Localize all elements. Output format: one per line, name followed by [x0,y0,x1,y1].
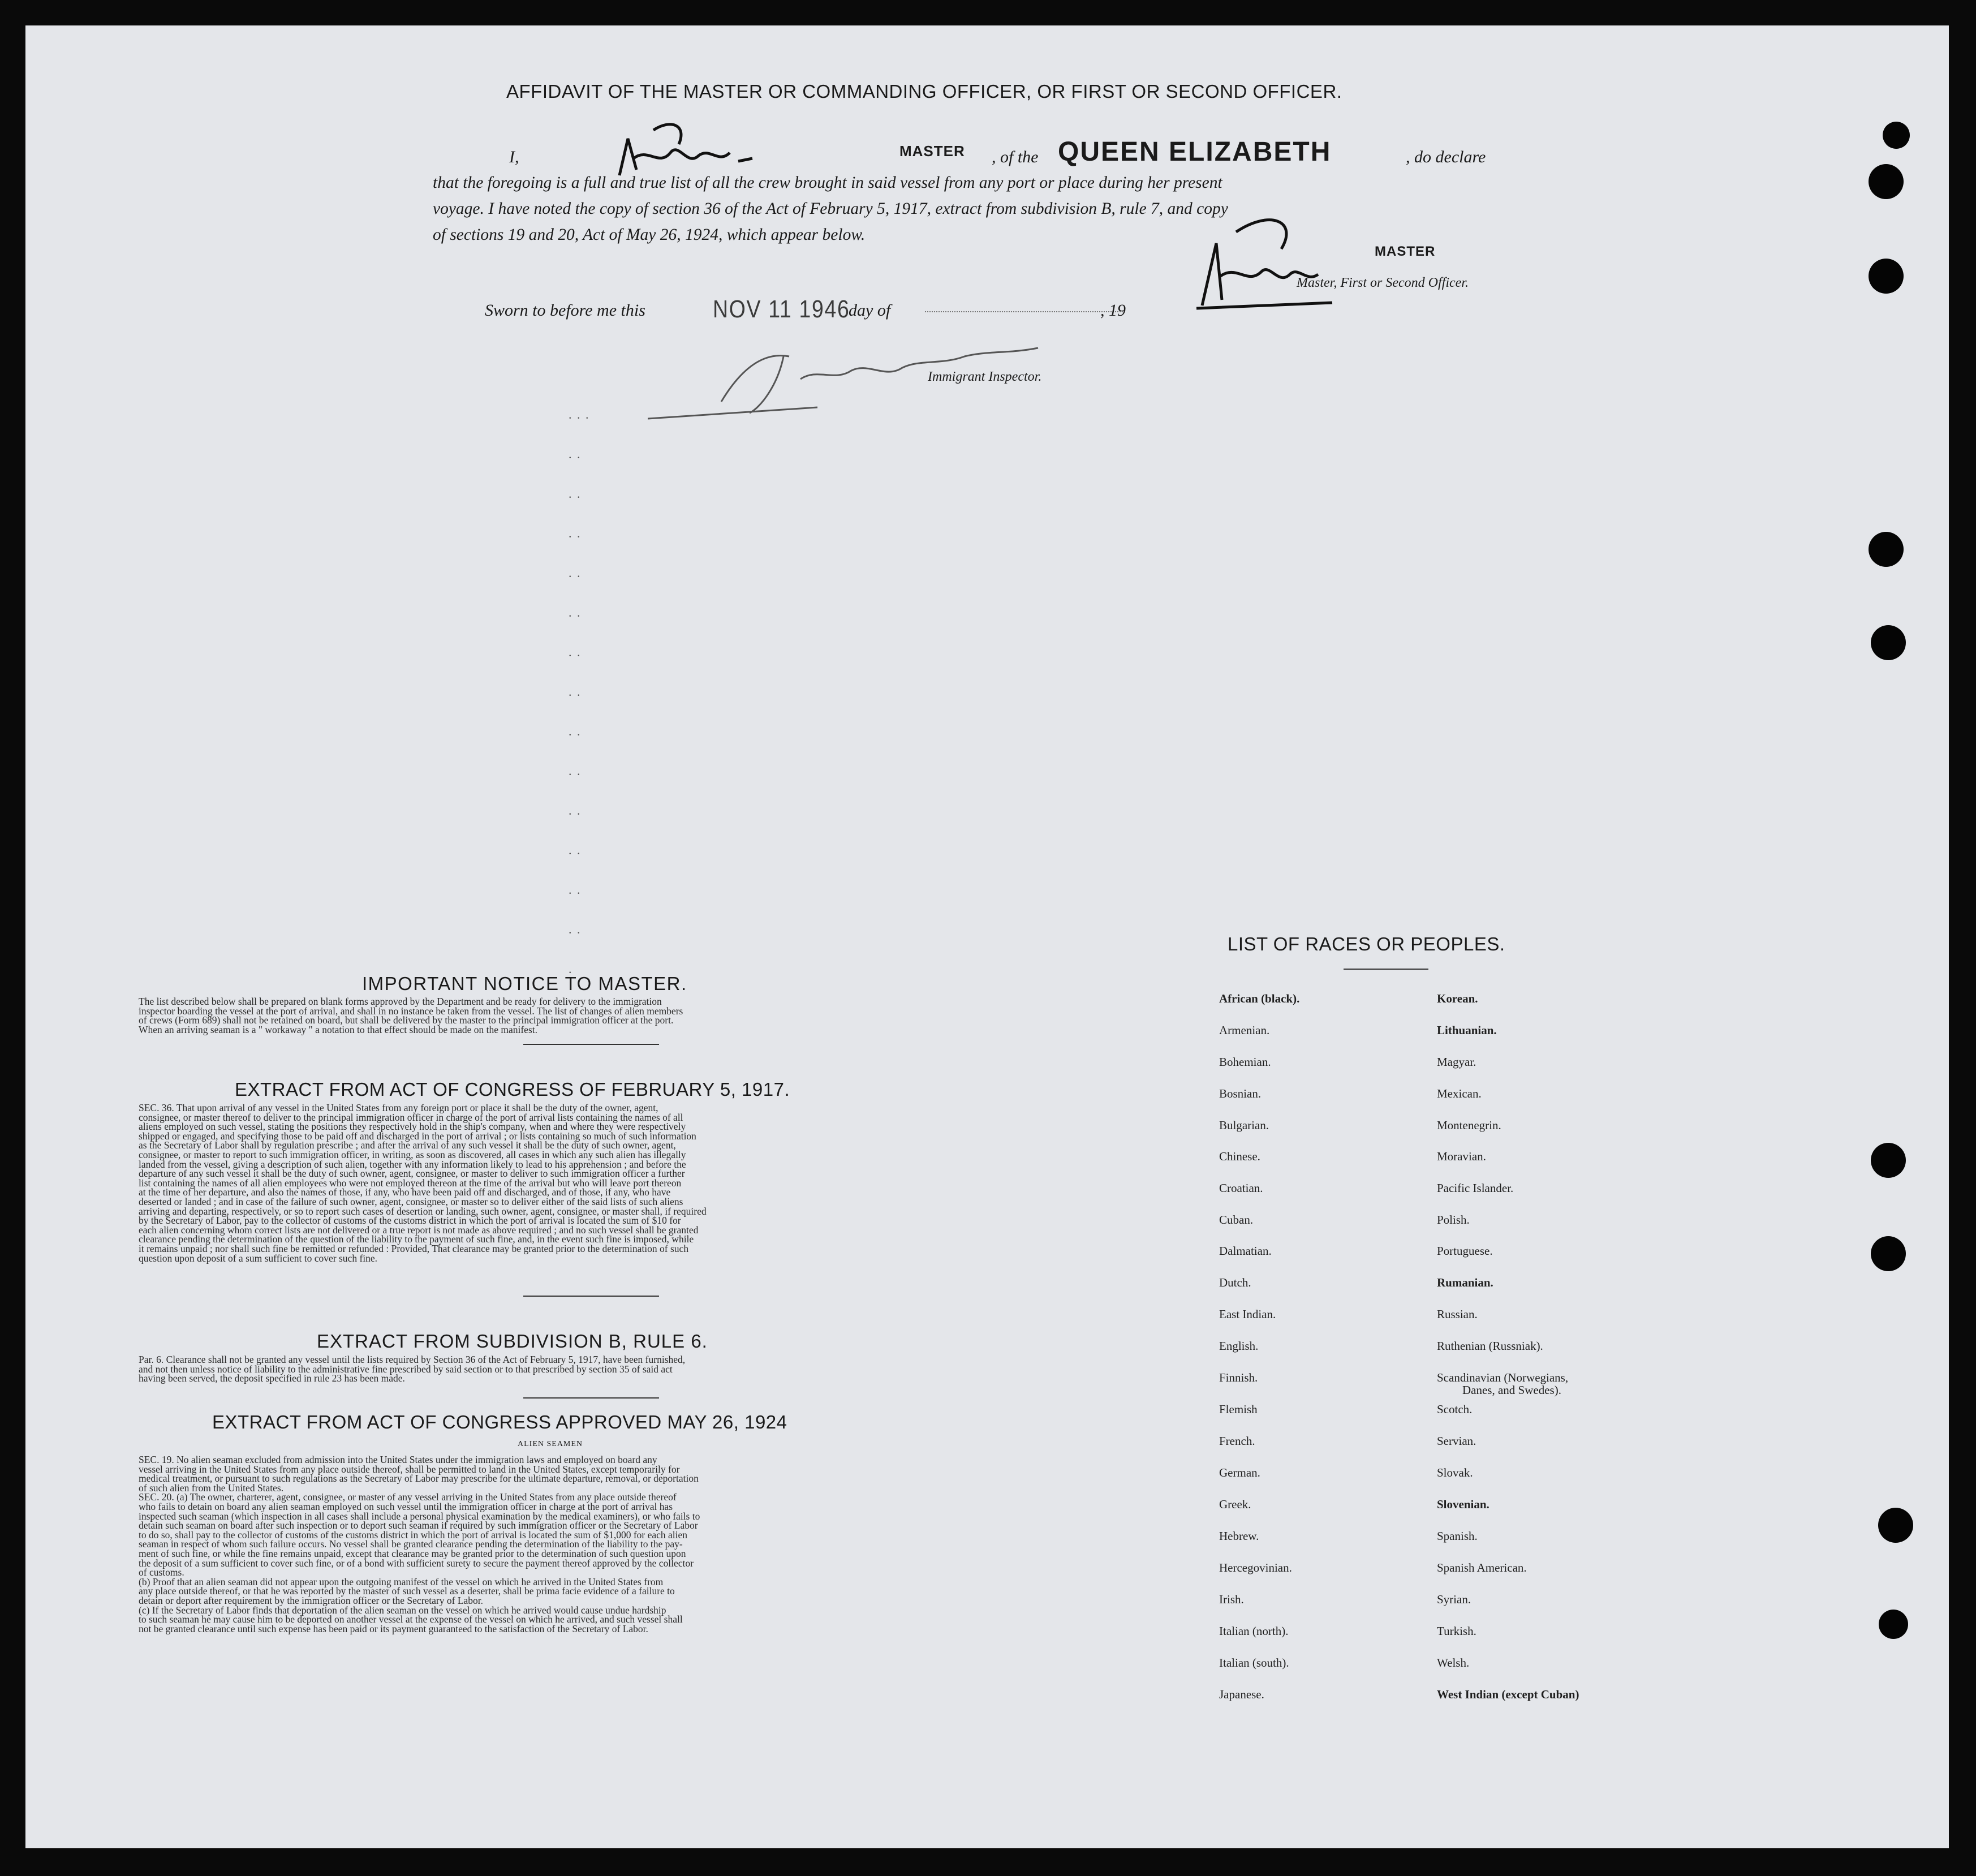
dotted-leader: . . [569,883,582,897]
race-right: Moravian. [1437,1150,1486,1163]
race-right: Russian. [1437,1307,1478,1321]
dotted-leader: . . [569,447,582,461]
sworn-date-stamp: NOV 11 1946 [713,295,850,323]
punch-hole [1869,164,1904,199]
extract-1917-title: EXTRACT FROM ACT OF CONGRESS OF FEBRUARY 5, 1917. [235,1079,790,1100]
year-prefix: , 19 [1100,301,1126,320]
inspector-caption: Immigrant Inspector. [928,369,1042,384]
race-right: Welsh. [1437,1656,1470,1670]
dotted-leader: . . [569,724,582,738]
dotted-leader: . . [569,922,582,936]
race-right: Syrian. [1437,1593,1471,1606]
divider-rule [523,1296,659,1297]
affidavit-body-line1: that the foregoing is a full and true list of all the crew brought in said vessel from any port or place during her present [433,174,1222,192]
race-left: Finnish. [1219,1371,1258,1384]
race-right: Servian. [1437,1434,1476,1448]
race-right: Spanish American. [1437,1561,1527,1574]
do-declare-label: , do declare [1406,148,1486,166]
race-right: Spanish. [1437,1529,1478,1543]
race-left: German. [1219,1466,1260,1479]
race-right: Scandinavian (Norwegians, [1437,1371,1569,1384]
race-left: Greek. [1219,1498,1251,1511]
race-right: Montenegrin. [1437,1118,1501,1132]
notice-title: IMPORTANT NOTICE TO MASTER. [362,973,687,994]
stamp-master: MASTER [899,143,965,160]
month-blank-line [925,311,1123,312]
dotted-leader: . . [569,605,582,619]
affidavit-body-line2: voyage. I have noted the copy of section 36 of the Act of February 5, 1917, extract from subdivision B, rule 7, and copy [433,200,1228,218]
punch-hole [1869,259,1904,294]
race-left: Italian (north). [1219,1624,1289,1638]
dotted-leader: . . [569,645,582,659]
race-right: Lithuanian. [1437,1023,1497,1037]
race-left: Italian (south). [1219,1656,1289,1670]
race-right: Mexican. [1437,1087,1482,1100]
punch-hole [1879,1610,1908,1639]
sworn-prefix: Sworn to before me this [485,301,645,320]
race-right: Turkish. [1437,1624,1476,1638]
extract-1924-title: EXTRACT FROM ACT OF CONGRESS APPROVED MAY 26, 1924 [212,1412,787,1432]
race-right: West Indian (except Cuban) [1437,1688,1579,1701]
race-right-continuation: Danes, and Swedes). [1462,1383,1561,1397]
punch-hole [1871,1236,1906,1271]
race-left: Dalmatian. [1219,1244,1272,1258]
race-left: Hebrew. [1219,1529,1259,1543]
race-right: Slovak. [1437,1466,1473,1479]
race-right: Korean. [1437,992,1478,1005]
affidavit-i-label: I, [509,148,519,166]
punch-hole [1869,532,1904,567]
race-left: Flemish [1219,1402,1258,1416]
race-left: Cuban. [1219,1213,1254,1227]
divider-rule [523,1397,659,1399]
divider-rule [523,1044,659,1045]
dotted-leader: . . [569,526,582,540]
dotted-leader: . . [569,803,582,817]
race-right: Pacific Islander. [1437,1181,1514,1195]
day-of-label: day of [849,301,891,320]
punch-hole [1871,1143,1906,1178]
race-right: Ruthenian (Russniak). [1437,1339,1543,1353]
stamp-master-2: MASTER [1375,244,1436,259]
race-left: Bohemian. [1219,1055,1271,1069]
divider-rule [1344,969,1428,970]
race-right: Rumanian. [1437,1276,1493,1289]
race-left: Croatian. [1219,1181,1263,1195]
dotted-leader: . . [569,843,582,857]
punch-hole [1883,122,1910,149]
race-left: Bosnian. [1219,1087,1262,1100]
race-right: Slovenian. [1437,1498,1489,1511]
extract-1917-text: SEC. 36. That upon arrival of any vessel in the United States from any foreign port or place it shall be the duty of the owner, agent, consignee, or master thereof to deliver to the principal immigration officer in charge of the port of arrival lists containing the names of all aliens employed on such vessel, stating the positions they respectively hold in the ship's company, when and where they were respectively shipped or engaged, and specifying those to be paid off and discharged in the port of arrival ; or lists containing so much of such information as the Secretary of Labor shall by regulation prescribe ; and after the arrival of any such vessel it shall be the duty of such owner, agent, consignee, or master to report to such immigration officer, in writing, as soon as discovered, all cases in which any such alien has illegally landed from the vessel, giving a description of such alien, together with any information likely to lead to his apprehension ; and before the departure of any such vessel it shall be the duty of such owner, agent, consignee, or master to deliver to such immigration officer a further list containing the names of all alien employees who were not employed thereon at the time of the arrival but who will leave port thereon at the time of her departure, and also the names of those, if any, who have been paid off and discharged, and of those, if any, who have deserted or landed ; and in case of the failure of such owner, agent, consignee, or master so to deliver either of the said lists of such aliens arriving and departing, respectively, or so to report such cases of desertion or landing, such owner, agent, consignee, or master shall, if required by the Secretary of Labor, pay to the collector of customs of the customs district in which the port of arrival is located the sum of $10 for each alien concerning whom correct lists are not delivered or a true report is not made as above required ; and no such vessel shall be granted clearance pending the determination of the question of the liability to the payment of such fine, and, in the event such fine is imposed, while it remains unpaid ; nor shall such fine be remitted or refunded : Provided, That clearance may be granted prior to the determination of such question upon deposit of a sum sufficient to cover such fine. [139,1102,707,1264]
race-left: Armenian. [1219,1023,1270,1037]
race-right: Polish. [1437,1213,1470,1227]
dotted-leader: . [569,962,573,976]
races-title: LIST OF RACES OR PEOPLES. [1228,933,1505,954]
race-left: East Indian. [1219,1307,1276,1321]
extract-1924-text: SEC. 19. No alien seaman excluded from admission into the United States under the immigration laws and employed on board any vessel arriving in the United States from any place outside thereof, shall be permitted to land in the United States, except temporarily for medical treatment, or pursuant to such regulations as the Secretary of Labor may prescribe for the ultimate departure, removal, or deportation of such alien from the United States. SEC. 20. (a) The owner, charterer, agent, consignee, or master of any vessel arriving in the United States from any place outside thereof who fails to detain on board any alien seaman employed on such vessel until the immigration officer in charge at the port of arrival has inspected such seaman (which inspection in all cases shall include a personal physical examination by the medical examiners), or who fails to detain such seaman on board after such inspection or to deport such seaman if required by such immigration officer or the Secretary of Labor to do so, shall pay to the collector of customs of the customs district in which the port of arrival is located the sum of $1,000 for each alien seaman in respect of whom such failure occurs. No vessel shall be granted clearance pending the determination of the liability to the pay- ment of such fine, or while the fine remains unpaid, except that clearance may be granted prior to the determination of such question upon the deposit of a sum sufficient to cover such fine, or of a bond with sufficient surety to secure the payment thereof approved by the collector of customs. (b) Proof that an alien seaman did not appear upon the outgoing manifest of the vessel on which he arrived in the United States from any place outside thereof, or that he was reported by the master of such vessel as a deserter, shall be prima facie evidence of a failure to detain or deport after requirement by the immigration officer or the Secretary of Labor. (c) If the Secretary of Labor finds that deportation of the alien seaman on the vessel on which he arrived would cause undue hardship to such seaman he may cause him to be deported on another vessel at the expense of the vessel on which he arrived, and such vessel shall not be granted clearance until such expense has been paid or its payment guaranteed to the satisfaction of the Secretary of Labor. [139,1454,700,1634]
ship-name: QUEEN ELIZABETH [1058,137,1332,167]
signature-officer [1185,209,1355,320]
punch-hole [1878,1508,1913,1543]
of-the-label: , of the [992,148,1039,166]
subdivision-b-text: Par. 6. Clearance shall not be granted any vessel until the lists required by Section 36 of the Act of February 5, 1917, have been furnished, and not then unless notice of liability to the administrative fine prescribed by said section or to that prescribed by section 35 of said act having been served, the deposit specified in rule 23 has been made. [139,1354,686,1384]
subdivision-b-title: EXTRACT FROM SUBDIVISION B, RULE 6. [317,1331,708,1352]
dotted-leader: . . [569,566,582,580]
race-left: Hercegovinian. [1219,1561,1292,1574]
officer-caption: Master, First or Second Officer. [1297,276,1469,290]
race-left: Irish. [1219,1593,1244,1606]
race-left: Bulgarian. [1219,1118,1269,1132]
race-left: English. [1219,1339,1259,1353]
race-left: Dutch. [1219,1276,1251,1289]
dotted-leader: . . [569,764,582,778]
race-left: Japanese. [1219,1688,1264,1701]
race-left: Chinese. [1219,1150,1260,1163]
race-right: Magyar. [1437,1055,1476,1069]
document-page [25,25,1949,1848]
notice-text: The list described below shall be prepared on blank forms approved by the Department and be ready for delivery to the immigration inspector boarding the vessel at the port of arrival, and shall in no instance be taken from the vessel. The list of changes of alien members of crews (Form 689) shall not be retained on board, but shall be delivered by the master to the principal immigration officer at the port. When an arriving seaman is a " workaway " a notation to that effect should be made on the manifest. [139,996,683,1035]
race-left: African (black). [1219,992,1300,1005]
dotted-leader: . . . [569,407,590,421]
punch-hole [1871,625,1906,660]
extract-1924-subtitle: ALIEN SEAMEN [518,1440,583,1448]
affidavit-title: AFFIDAVIT OF THE MASTER OR COMMANDING OFFICER, OR FIRST OR SECOND OFFICER. [506,81,1342,102]
affidavit-body-line3: of sections 19 and 20, Act of May 26, 1924, which appear below. [433,226,866,244]
race-left: French. [1219,1434,1255,1448]
race-right: Portuguese. [1437,1244,1493,1258]
race-right: Scotch. [1437,1402,1473,1416]
dotted-leader: . . [569,685,582,699]
dotted-leader: . . [569,487,582,501]
